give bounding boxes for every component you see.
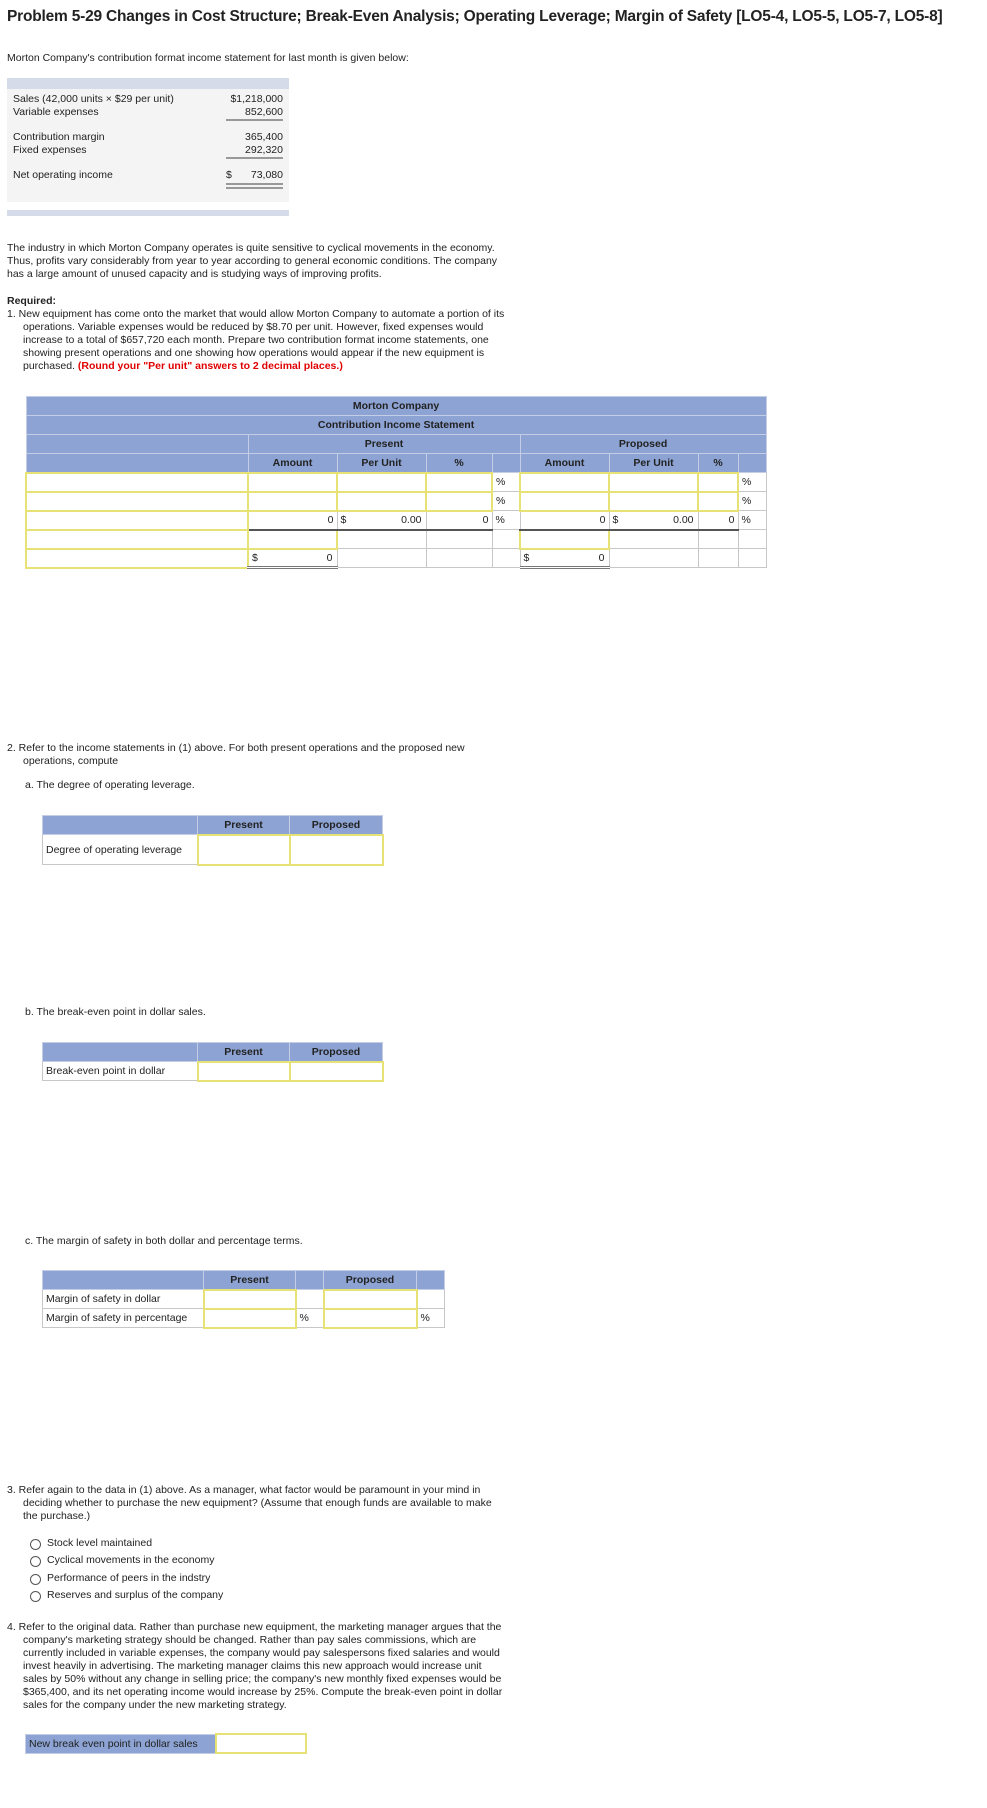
table-row: $ 0 $ 0 bbox=[26, 549, 766, 568]
margin-of-safety-table: Present Proposed Margin of safety in dollar Margin of safety in percentage % % bbox=[42, 1270, 445, 1329]
present-per-unit-input[interactable] bbox=[337, 473, 426, 492]
contribution-margin-label: Contribution margin bbox=[13, 131, 105, 143]
new-break-even-table bbox=[25, 1733, 307, 1754]
table-row bbox=[26, 1734, 306, 1753]
sales-label: Sales (42,000 units × $29 per unit) bbox=[13, 93, 174, 105]
row-3-label-input[interactable] bbox=[26, 511, 248, 530]
intro-text: Morton Company's contribution format income statement for last month is given below: bbox=[7, 52, 409, 64]
be-row-label: Break-even point in dollar bbox=[43, 1062, 198, 1081]
question-2b-label: b. The break-even point in dollar sales. bbox=[25, 1006, 206, 1018]
proposed-cm-per-unit: 0.00 bbox=[673, 514, 694, 526]
table-row bbox=[43, 1290, 445, 1309]
sales-value: $1,218,000 bbox=[230, 93, 283, 105]
proposed-fixed-amount-input[interactable] bbox=[520, 530, 609, 549]
question-2: 2. Refer to the income statements in (1) above. For both present operations and the proposed new operations, compute bbox=[7, 742, 465, 767]
ms-pct-row-label: Margin of safety in percentage bbox=[43, 1309, 204, 1328]
table-row: % % bbox=[26, 473, 766, 492]
noi-dollar-sign: $ bbox=[226, 169, 232, 181]
proposed-per-unit-input[interactable] bbox=[609, 473, 698, 492]
dol-present-input[interactable] bbox=[198, 835, 290, 865]
present-fixed-amount-input[interactable] bbox=[248, 530, 337, 549]
be-present-input[interactable] bbox=[198, 1062, 290, 1081]
net-operating-income-label: Net operating income bbox=[13, 169, 113, 181]
dol-proposed-input[interactable] bbox=[290, 835, 383, 865]
fixed-expenses-label: Fixed expenses bbox=[13, 144, 87, 156]
dol-table: Present Proposed Degree of operating leverage bbox=[42, 815, 384, 866]
new-break-even-label: New break even point in dollar sales bbox=[26, 1734, 216, 1753]
proposed-pct-input[interactable] bbox=[698, 473, 738, 492]
radio-circle-icon[interactable] bbox=[30, 1556, 41, 1567]
ms-dollar-row-label: Margin of safety in dollar bbox=[43, 1290, 204, 1309]
new-break-even-input[interactable] bbox=[216, 1734, 306, 1753]
present-header: Present bbox=[248, 435, 520, 454]
page-title: Problem 5-29 Changes in Cost Structure; Break-Even Analysis; Operating Leverage; Margin of Safety [LO5-4, LO5-5, LO5-7, LO5-8] bbox=[7, 8, 943, 25]
original-income-statement bbox=[7, 78, 289, 216]
proposed-noi-amount: 0 bbox=[598, 551, 605, 564]
contribution-margin-value: 365,400 bbox=[245, 131, 283, 143]
proposed-header: Proposed bbox=[520, 435, 766, 454]
context-paragraph: The industry in which Morton Company operates is quite sensitive to cyclical movements in the economy. Thus, profits vary considerably from year to year according to general economic conditions. The company has a large amount of unused capacity and is studying ways of improving profits. bbox=[7, 242, 498, 280]
table-row bbox=[26, 530, 766, 549]
break-even-table: Present Proposed Break-even point in dollar bbox=[42, 1042, 384, 1082]
present-cm-pct: 0 bbox=[426, 511, 492, 530]
radio-circle-icon[interactable] bbox=[30, 1574, 41, 1585]
present-cm-amount: 0 bbox=[248, 511, 337, 530]
ms-dollar-present-input[interactable] bbox=[204, 1290, 296, 1309]
row-5-label-input[interactable] bbox=[26, 549, 248, 568]
present-per-unit-input[interactable] bbox=[337, 492, 426, 511]
table-row bbox=[43, 835, 383, 865]
dol-row-label: Degree of operating leverage bbox=[43, 835, 198, 865]
table-row: 0 $ 0.00 0 % 0 $ 0.00 0 % bbox=[26, 511, 766, 530]
row-4-label-input[interactable] bbox=[26, 530, 248, 549]
proposed-per-unit-input[interactable] bbox=[609, 492, 698, 511]
row-2-label-input[interactable] bbox=[26, 492, 248, 511]
radio-circle-icon[interactable] bbox=[30, 1591, 41, 1602]
row-1-label-input[interactable] bbox=[26, 473, 248, 492]
proposed-cm-pct: 0 bbox=[698, 511, 738, 530]
present-amount-input[interactable] bbox=[248, 473, 337, 492]
proposed-pct-input[interactable] bbox=[698, 492, 738, 511]
present-pct-input[interactable] bbox=[426, 473, 492, 492]
rounding-note: (Round your "Per unit" answers to 2 decimal places.) bbox=[77, 360, 343, 372]
ms-pct-proposed-input[interactable] bbox=[324, 1309, 417, 1328]
variable-expenses-label: Variable expenses bbox=[13, 106, 99, 118]
question-1: 1. New equipment has come onto the market that would allow Morton Company to automate a portion of its operations. Variable expenses would be reduced by $8.70 per unit. However, fixed expenses would increase to a total of $657,720 each month. Prepare two contribution format income statements, one showing present operations and one showing how operations would appear if the new equipment is purchased. (Round your "Per unit" answers to 2 decimal places.) bbox=[7, 308, 505, 372]
statement-title: Contribution Income Statement bbox=[26, 416, 766, 435]
present-pct-input[interactable] bbox=[426, 492, 492, 511]
proposed-amount-input[interactable] bbox=[520, 473, 609, 492]
ms-pct-present-input[interactable] bbox=[204, 1309, 296, 1328]
required-label: Required: bbox=[7, 295, 57, 307]
variable-expenses-value: 852,600 bbox=[245, 106, 283, 118]
proposed-cm-amount: 0 bbox=[520, 511, 609, 530]
table-row bbox=[43, 1062, 383, 1081]
be-proposed-input[interactable] bbox=[290, 1062, 383, 1081]
contribution-income-statement-table: Morton Company Contribution Income Statement Present Proposed Amount Per Unit % Amount Per Unit % % % % % 0 $ 0.00 0 % 0 $ 0.00 0 % $ 0 $ 0 bbox=[25, 396, 767, 569]
present-cm-per-unit: 0.00 bbox=[401, 514, 422, 526]
table-row: Margin of safety in percentage % % bbox=[43, 1309, 445, 1328]
present-noi-amount: 0 bbox=[326, 551, 333, 564]
company-name: Morton Company bbox=[26, 397, 766, 416]
net-operating-income-value: 73,080 bbox=[250, 169, 283, 181]
proposed-amount-input[interactable] bbox=[520, 492, 609, 511]
question-3: 3. Refer again to the data in (1) above. As a manager, what factor would be paramount in your mind in deciding whether to purchase the new equipment? (Assume that enough funds are available to make the purchase.) bbox=[7, 1484, 492, 1522]
question-2c-label: c. The margin of safety in both dollar and percentage terms. bbox=[25, 1235, 303, 1247]
ms-dollar-proposed-input[interactable] bbox=[324, 1290, 417, 1309]
present-amount-input[interactable] bbox=[248, 492, 337, 511]
table-row: % % bbox=[26, 492, 766, 511]
radio-circle-icon[interactable] bbox=[30, 1539, 41, 1550]
fixed-expenses-value: 292,320 bbox=[245, 144, 283, 156]
question-4: 4. Refer to the original data. Rather than purchase new equipment, the marketing manager argues that the company's marketing strategy should be changed. Rather than pay sales commissions, which are currently included in variable expenses, the company would pay salespersons fixed salaries and would invest heavily in advertising. The marketing manager claims this new approach would increase unit sales by 50% without any change in selling price; the company's new monthly fixed expenses would be $365,400, and its net operating income would increase by 25%. Compute the break-even point in dollar sales for the company under the new marketing strategy. bbox=[7, 1621, 503, 1711]
question-2a-label: a. The degree of operating leverage. bbox=[25, 779, 195, 791]
